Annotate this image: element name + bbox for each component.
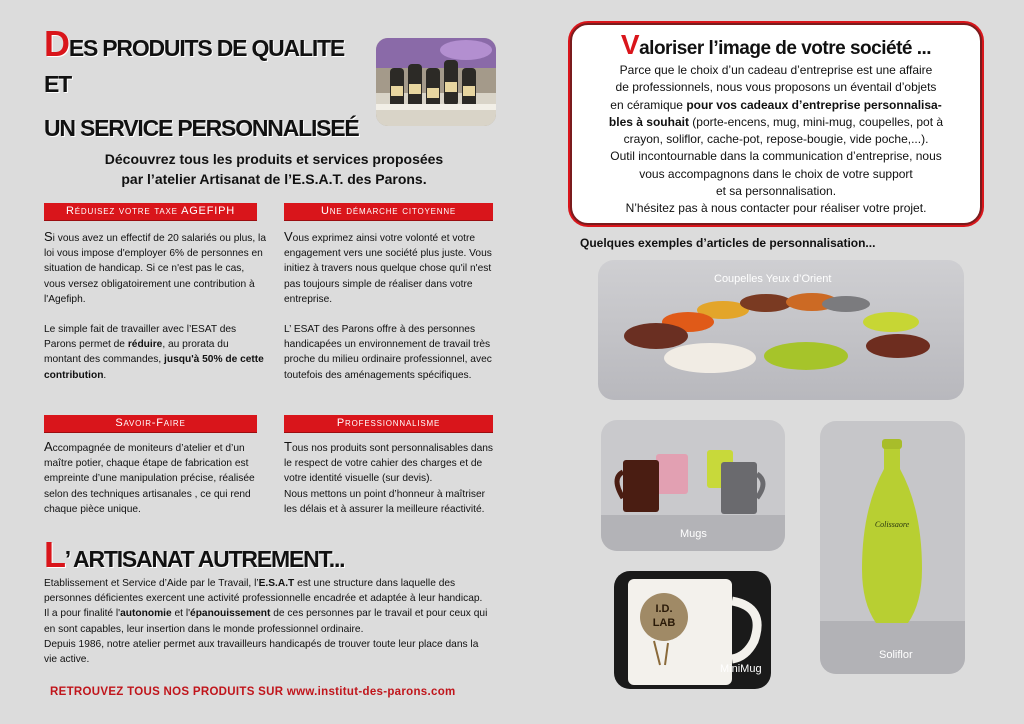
agefiph-text: Si vous avez un effectif de 20 salariés ou plus, la loi vous impose d'employer 6% de personnes en situation de handicap. Si ce n'est pas le cas, vous versez obligatoirement une contribution à l'Agefiph. Le simple fait de travailler avec l’ESAT des Parons permet de réduire, au prorata du montant des commandes, jusqu'à 50% de cette contribution. <box>44 229 266 381</box>
coupelles-caption: Coupelles Yeux d’Orient <box>714 273 832 285</box>
agefiph-heading: Réduisez votre taxe AGEFIPH <box>44 203 257 221</box>
valoriser-text: Parce que le choix d’un cadeau d’entreprise est une affaire de professionnels, nous vous proposons un éventail d’objets en céramique pour vos cadeaux d’entreprise personnalisa- bles à souhait (porte-encens, mug, mini-mug, coupelles, pot à crayon, soliflor, cache-pot, repose-bougie, vide poche,...). Outil incontournable dans la communication d’entreprise, nous vous accompagnons dans le choix de votre support et sa personnalisation. N’hésitez pas à nous contacter pour réaliser votre projet. <box>608 63 944 216</box>
soliflor-logo: Colissaore <box>874 520 910 529</box>
savoir-faire-text: Accompagnée de moniteurs d’atelier et d’un maître potier, chaque étape de fabrication est empreinte d’une manipulation précise, réalisée selon des techniques artisanales , ce qui rend chaque pièce unique. <box>44 439 255 515</box>
minimug-logo-line2: LAB <box>652 617 676 629</box>
citoyenne-heading: Une démarche citoyenne <box>284 203 493 221</box>
website-footer[interactable]: RETROUVEZ TOUS NOS PRODUITS SUR www.institut-des-parons.com <box>50 686 456 698</box>
coupelles-photo <box>598 260 964 400</box>
valoriser-title: Valoriser l’image de votre société ... <box>620 29 932 60</box>
valoriser-box <box>570 23 982 225</box>
soliflor-caption: Soliflor <box>879 649 913 661</box>
citoyenne-text: Vous exprimez ainsi votre volonté et votre engagement vers une société plus juste. Vous initiez à travers nous quelque chose qu'il n'est pas toujours simple de réaliser dans votre entreprise. L’ ESAT des Parons offre à des personnes handicapées un environnement de travail très proche du milieu ordinaire professionnel, avec toutefois des aménagements spécifiques. <box>284 229 492 381</box>
mugs-caption: Mugs <box>680 528 707 540</box>
savoir-faire-heading: Savoir-Faire <box>44 415 257 433</box>
artisanat-title: L’ ARTISANAT AUTREMENT... <box>44 534 345 575</box>
artisanat-text: Etablissement et Service d’Aide par le Travail, l’E.S.A.T est une structure dans laquelle des personnes déficientes exercent une activité professionnelle encadrée et adaptée à leur handicap. Il a pour finalité l'autonomie et l'épanouissement de ces personnes par le travail et pour ceux qui en sont capables, leur insertion dans le monde professionnel ordinaire. Depuis 1986, notre atelier permet aux travailleurs handicapés de trouver toute leur place dans la vie active. <box>44 578 488 666</box>
minimug-logo-line1: I.D. <box>655 603 673 615</box>
main-title: DES PRODUITS DE QUALITE ET UN SERVICE PERSONNALISEÉ <box>44 23 359 141</box>
professionnalisme-heading: Professionnalisme <box>284 415 493 433</box>
bottles-photo <box>376 38 496 126</box>
mugs-photo <box>601 420 785 551</box>
intro-lead: Découvrez tous les produits et services proposées par l’atelier Artisanat de l’E.S.A.T. des Parons. <box>104 151 444 187</box>
examples-heading: Quelques exemples d’articles de personnalisation... <box>580 236 876 250</box>
minimug-photo <box>614 571 771 689</box>
soliflor-photo <box>820 421 965 674</box>
minimug-caption: MiniMug <box>720 663 762 675</box>
professionnalisme-text: Tous nos produits sont personnalisables dans le respect de votre cahier des charges et de votre identité visuelle (sur devis). Nous mettons un point d’honneur à maîtriser les délais et à assurer la meilleure réactivité. <box>284 439 494 515</box>
